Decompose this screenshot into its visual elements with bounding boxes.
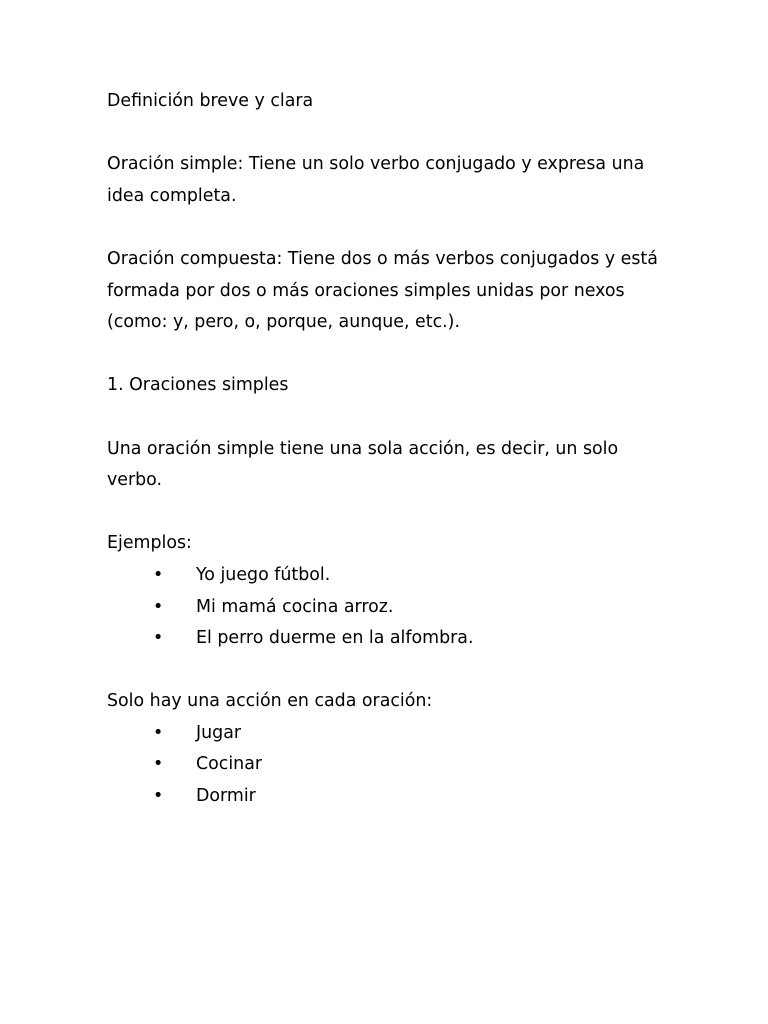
- list-item: [107, 749, 667, 781]
- list-item: [107, 781, 667, 813]
- bullet-icon: •: [153, 722, 164, 743]
- simple-sentence-definition: Oración simple: Tiene un solo verbo conjugado y expresa una idea completa.: [107, 154, 645, 206]
- list-item: [107, 718, 667, 750]
- compound-sentence-definition: Oración compuesta: Tiene dos o más verbos conjugados y está formada por dos o más oraciones simples unidas por nexos (como: y, pero, o, porque, aunque, etc.).: [107, 248, 658, 333]
- list-item-text: Jugar: [196, 722, 241, 743]
- list-item: [107, 623, 667, 655]
- list-item-text: Mi mamá cocina arroz.: [196, 596, 394, 617]
- actions-list: [107, 718, 667, 813]
- bullet-icon: •: [153, 754, 164, 775]
- list-item: [107, 592, 667, 624]
- actions-label: Solo hay una acción en cada oración:: [107, 691, 433, 712]
- paragraph-gap: [107, 212, 667, 244]
- document-heading: Definición breve y clara: [107, 91, 314, 111]
- paragraph-gap: [107, 402, 667, 434]
- list-item-text: El perro duerme en la alfombra.: [196, 628, 474, 649]
- section-title: 1. Oraciones simples: [107, 375, 289, 396]
- list-item-text: Yo juego fútbol.: [196, 564, 331, 585]
- section-text: Una oración simple tiene una sola acción, es decir, un solo verbo.: [107, 438, 619, 491]
- examples-list: [107, 560, 667, 655]
- bullet-icon: •: [153, 596, 164, 617]
- examples-label: Ejemplos:: [107, 533, 192, 554]
- bullet-icon: •: [153, 786, 164, 807]
- list-item: [107, 560, 667, 592]
- paragraph-gap: [107, 655, 667, 687]
- list-item-text: Cocinar: [196, 754, 263, 775]
- bullet-icon: •: [153, 628, 164, 649]
- list-item-text: Dormir: [196, 786, 256, 807]
- bullet-icon: •: [153, 564, 164, 585]
- document-body: [107, 86, 667, 813]
- paragraph-gap: [107, 497, 667, 529]
- paragraph-gap: [107, 339, 667, 371]
- paragraph-gap: [107, 118, 667, 150]
